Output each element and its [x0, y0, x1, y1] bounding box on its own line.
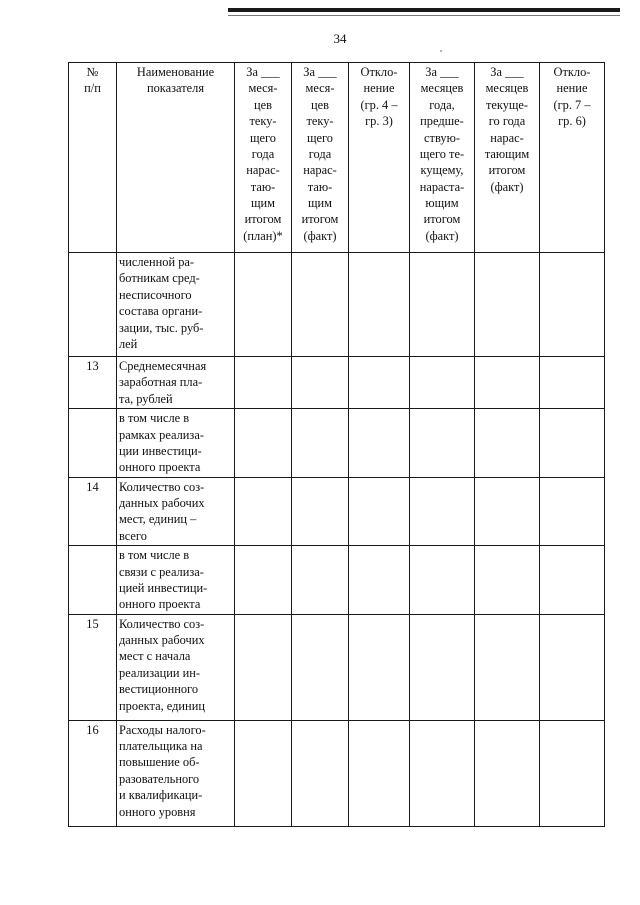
value-cell — [410, 357, 475, 409]
value-cell — [292, 477, 349, 546]
value-cell — [292, 253, 349, 357]
value-cell — [349, 720, 410, 826]
value-cell — [410, 614, 475, 720]
report-table — [68, 62, 605, 827]
value-cell — [292, 720, 349, 826]
col-name-header: Наименование показателя — [117, 63, 235, 253]
value-cell — [475, 409, 540, 478]
indicator-name: Среднемесячная заработная пла- та, рублей — [117, 357, 235, 409]
value-cell — [292, 357, 349, 409]
scan-speck — [440, 50, 442, 52]
value-cell — [292, 614, 349, 720]
value-cell — [235, 477, 292, 546]
value-cell — [540, 720, 605, 826]
top-rule — [228, 8, 620, 12]
table-row — [69, 477, 605, 546]
row-number: 16 — [69, 720, 117, 826]
row-number — [69, 546, 117, 615]
row-number — [69, 253, 117, 357]
value-cell — [349, 477, 410, 546]
page-number: 34 — [333, 31, 347, 46]
value-cell — [475, 357, 540, 409]
row-number: 15 — [69, 614, 117, 720]
col-plan-header: За ___ меся- цев теку- щего года нарас- таю- щим итогом (план)* — [235, 63, 292, 253]
value-cell — [475, 614, 540, 720]
value-cell — [349, 546, 410, 615]
top-rule-thin — [228, 15, 620, 16]
col-num-header: № п/п — [69, 63, 117, 253]
value-cell — [540, 546, 605, 615]
value-cell — [235, 253, 292, 357]
row-number: 14 — [69, 477, 117, 546]
value-cell — [235, 409, 292, 478]
value-cell — [292, 409, 349, 478]
table-row — [69, 546, 605, 615]
value-cell — [475, 546, 540, 615]
value-cell — [235, 614, 292, 720]
row-number: 13 — [69, 357, 117, 409]
col-dev1-header: Откло- нение (гр. 4 – гр. 3) — [349, 63, 410, 253]
value-cell — [349, 409, 410, 478]
value-cell — [540, 409, 605, 478]
value-cell — [292, 546, 349, 615]
indicator-name: Расходы налого- плательщика на повышение об- разовательного и квалификаци- онного уровня — [117, 720, 235, 826]
value-cell — [540, 357, 605, 409]
value-cell — [410, 720, 475, 826]
indicator-name: в том числе в рамках реализа- ции инвестици- онного проекта — [117, 409, 235, 478]
value-cell — [540, 614, 605, 720]
col-cur-header: За ___ месяцев текуще- го года нарас- тающим итогом (факт) — [475, 63, 540, 253]
value-cell — [475, 720, 540, 826]
row-number — [69, 409, 117, 478]
value-cell — [349, 253, 410, 357]
table-body — [69, 253, 605, 827]
col-fact-header: За ___ меся- цев теку- щего года нарас- таю- щим итогом (факт) — [292, 63, 349, 253]
col-dev2-header: Откло- нение (гр. 7 – гр. 6) — [540, 63, 605, 253]
header-row — [69, 63, 605, 253]
value-cell — [540, 253, 605, 357]
indicator-name: численной ра- ботникам сред- несписочного состава органи- зации, тыс. руб- лей — [117, 253, 235, 357]
indicator-name: в том числе в связи с реализа- цией инвестици- онного проекта — [117, 546, 235, 615]
value-cell — [349, 614, 410, 720]
value-cell — [410, 253, 475, 357]
table-row — [69, 614, 605, 720]
value-cell — [540, 477, 605, 546]
table-row — [69, 357, 605, 409]
value-cell — [235, 720, 292, 826]
table-row — [69, 409, 605, 478]
table-row — [69, 253, 605, 357]
value-cell — [349, 357, 410, 409]
value-cell — [235, 357, 292, 409]
value-cell — [410, 477, 475, 546]
indicator-name: Количество соз- данных рабочих мест с начала реализации ин- вестиционного проекта, единиц — [117, 614, 235, 720]
value-cell — [475, 477, 540, 546]
value-cell — [235, 546, 292, 615]
value-cell — [410, 409, 475, 478]
value-cell — [475, 253, 540, 357]
table-row — [69, 720, 605, 826]
value-cell — [410, 546, 475, 615]
col-prev-header: За ___ месяцев года, предше- ствую- щего те- кущему, нараста- ющим итогом (факт) — [410, 63, 475, 253]
indicator-name: Количество соз- данных рабочих мест, единиц – всего — [117, 477, 235, 546]
